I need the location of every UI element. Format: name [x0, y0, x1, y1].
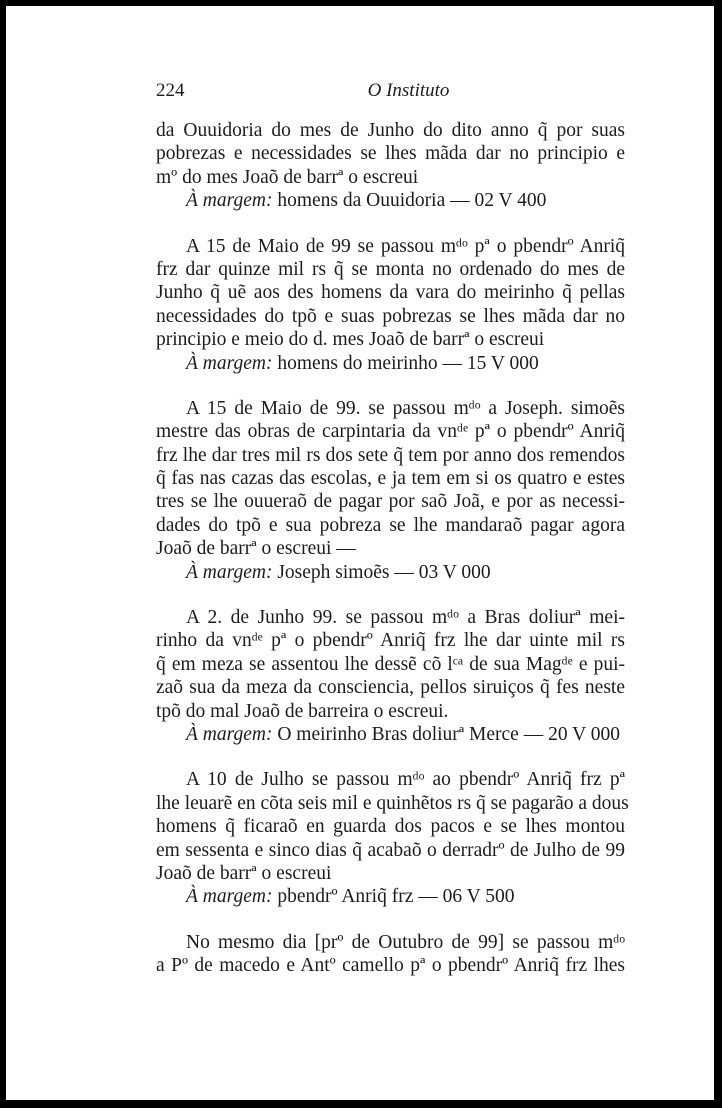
entry-paragraph — [156, 397, 625, 584]
text-line: frz dar quinze mil rs q̃ se monta no ordenado do mes de — [156, 258, 625, 280]
margin-label: À margem: — [186, 561, 273, 583]
text-line: frz lhe dar tres mil rs dos sete q̃ tem por anno dos remendos — [156, 444, 625, 466]
text-line: mº do mes Joaõ de barrª o escreui — [156, 166, 419, 188]
text-line: tpõ do mal Joaõ de barreira o escreui. — [156, 700, 449, 722]
margin-label: À margem: — [186, 886, 273, 908]
margin-text: O meirinho Bras doliurª Merce — 20 V 000 — [277, 723, 620, 745]
text-line: da Ouuidoria do mes de Junho do dito anno q̃ por suas — [156, 120, 625, 141]
body-text — [156, 119, 629, 978]
margin-note — [156, 723, 625, 746]
text-line: dades do tpõ e sua pobreza se lhe mandaraõ pagar agora — [156, 514, 625, 536]
margin-text: Joseph simoẽs — 03 V 000 — [277, 561, 491, 583]
text-line: A 15 de Maio de 99 se passou mᵈᵒ pª o pbendrº Anriq̃ — [186, 235, 625, 257]
text-line: Joaõ de barrª o escreui — [156, 862, 332, 884]
margin-note — [156, 352, 625, 375]
entry-paragraph — [156, 768, 629, 908]
journal-title: O Instituto — [367, 80, 450, 101]
text-line: principio e meio do d. mes Joaõ de barrª o escreui — [156, 329, 545, 351]
text-line: No mesmo dia [prº de Outubro de 99] se passou mᵈᵒ — [186, 931, 625, 953]
margin-text: homens da Ouuidoria — 02 V 400 — [277, 190, 547, 212]
running-head — [156, 78, 631, 104]
text-line: homens q̃ ficaraõ en guarda dos pacos e se lhes montou — [156, 816, 625, 838]
text-line: Junho q̃ uẽ aos des homens da vara do meirinho q̃ pellas — [156, 282, 625, 304]
text-line: zaõ sua da meza da consciencia, pellos siruiços q̃ fes neste — [156, 677, 625, 699]
margin-note — [156, 561, 625, 584]
text-line: necessidades do tpõ e suas pobrezas se lhes mãda dar no — [156, 305, 625, 327]
margin-note — [156, 885, 625, 908]
margin-note — [156, 189, 625, 212]
margin-text: pbendrº Anriq̃ frz — 06 V 500 — [277, 886, 515, 908]
margin-text: homens do meirinho — 15 V 000 — [277, 352, 539, 374]
entry-paragraph — [156, 606, 625, 746]
text-line: A 15 de Maio de 99. se passou mᵈᵒ a Joseph. simoẽs — [186, 397, 625, 419]
text-line: mestre das obras de carpintaria da vnᵈᵉ pª o pbendrº Anriq̃ — [156, 421, 625, 443]
entry-paragraph — [156, 235, 625, 375]
entry-paragraph — [156, 931, 625, 978]
text-line: Joaõ de barrª o escreui — — [156, 538, 356, 560]
text-line: q̃ fas nas cazas das escolas, e ja tem em si os quatro e estes — [156, 468, 625, 490]
margin-label: À margem: — [186, 352, 273, 374]
document-page — [6, 6, 714, 1100]
text-line: rinho da vnᵈᵉ pª o pbendrº Anriq̃ frz lhe dar uinte mil rs — [156, 630, 625, 652]
text-line: A 2. de Junho 99. se passou mᵈᵒ a Bras doliurª mei- — [186, 607, 625, 629]
text-line: q̃ em meza se assentou lhe dessẽ cõ lᶜᵃ de sua Magᵈᵉ e pui- — [156, 653, 625, 675]
entry-paragraph — [156, 119, 625, 213]
text-line: a Pº de macedo e Antº camello pª o pbendrº Anriq̃ frz lhes — [156, 955, 625, 977]
text-line: pobrezas e necessidades se lhes mãda dar no principio e — [156, 143, 625, 165]
text-line: tres se lhe ouueraõ de pagar por saõ Joã, e por as necessi- — [156, 491, 625, 513]
text-line: A 10 de Julho se passou mᵈᵒ ao pbendrº Anriq̃ frz pª — [186, 769, 625, 791]
margin-label: À margem: — [186, 190, 273, 212]
text-line: lhe leuarẽ en cõta seis mil e quinhẽtos rs q̃ se pagarão a dous — [156, 792, 629, 814]
margin-label: À margem: — [186, 723, 273, 745]
text-line: em sessenta e sinco dias q̃ acabaõ o derradrº de Julho de 99 — [156, 839, 625, 861]
page-number: 224 — [156, 80, 185, 101]
